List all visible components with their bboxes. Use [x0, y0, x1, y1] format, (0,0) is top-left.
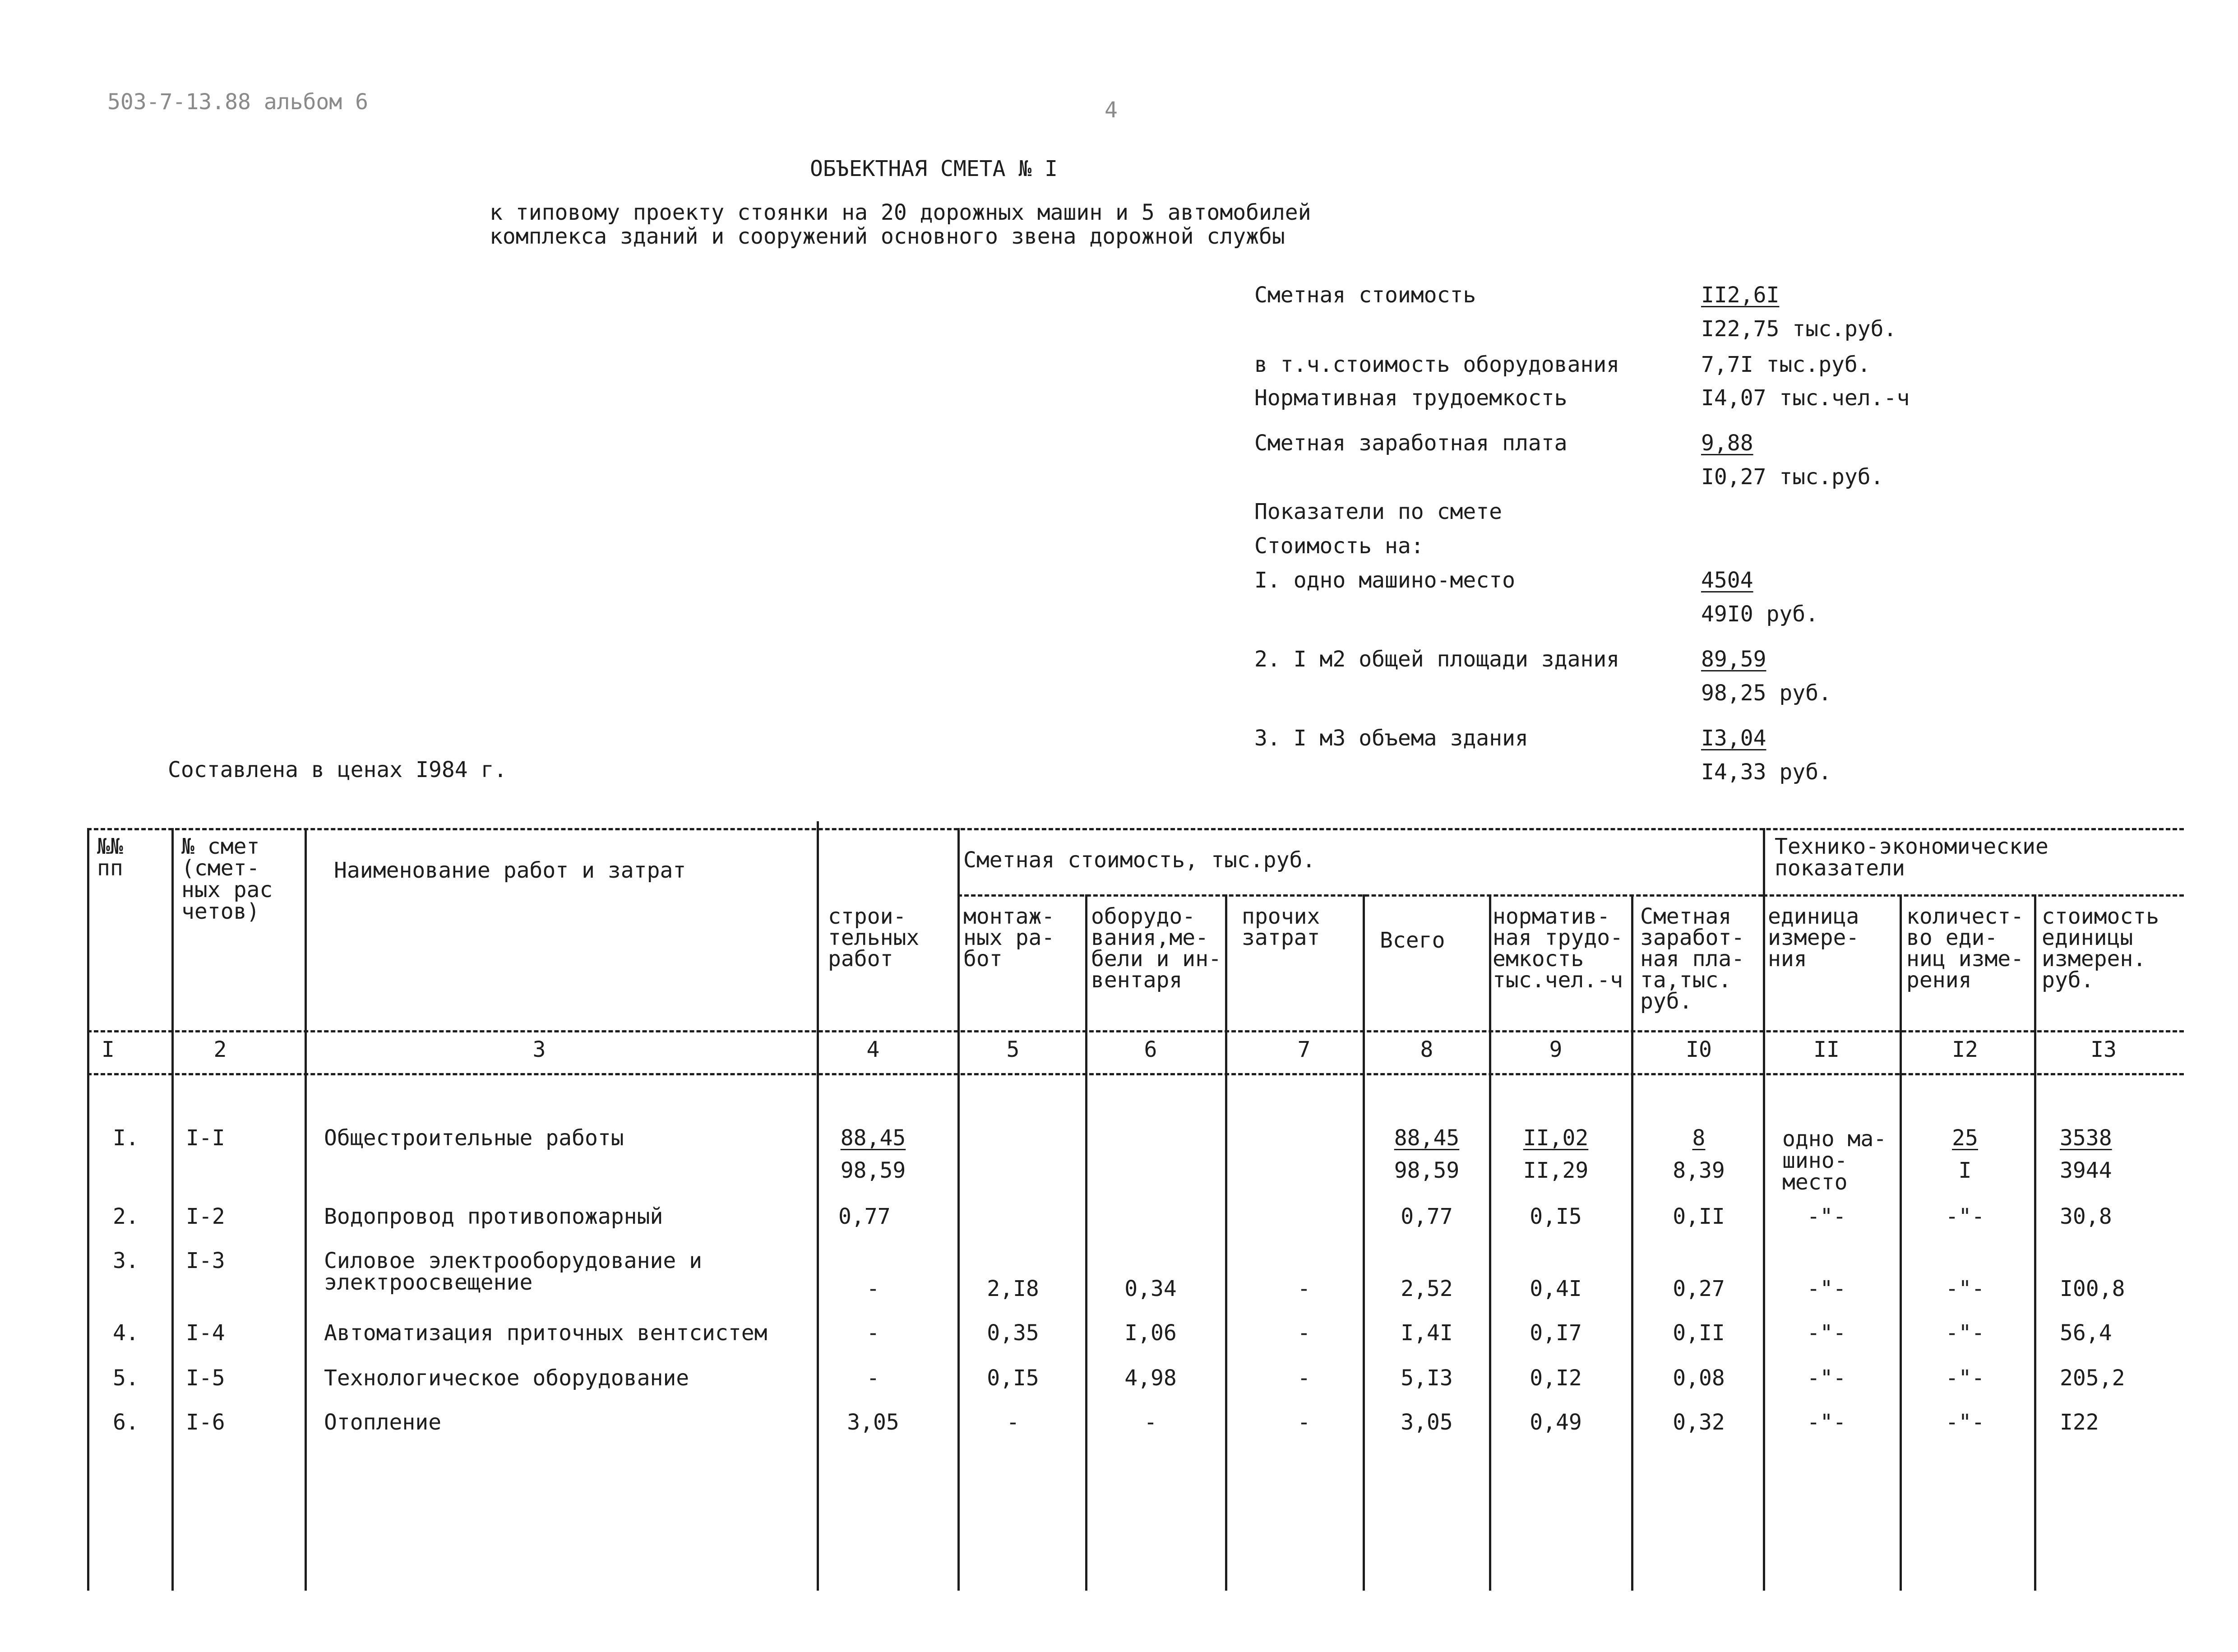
cell-unit: одно ма- шино- место — [1782, 1126, 1887, 1195]
cell-equipment: I,06 — [1124, 1320, 1177, 1346]
column-numbers-rule — [87, 1073, 2184, 1075]
cell-labor: 0,49 — [1530, 1410, 1582, 1435]
cell-equipment: 4,98 — [1124, 1365, 1177, 1391]
cell-wage-bottom: 8,39 — [1673, 1158, 1725, 1183]
document-code: 503-7-13.88 альбом 6 — [107, 89, 368, 115]
column-number: 4 — [866, 1037, 880, 1062]
column-divider — [1085, 894, 1087, 1591]
header-construction: строи- тельных работ — [828, 904, 920, 972]
estimate-title: ОБЪЕКТНАЯ СМЕТА № I — [810, 156, 1058, 181]
header-cost-group: Сметная стоимость, тыс.руб. — [963, 847, 1316, 873]
row-number: 3. — [113, 1248, 139, 1273]
equipment-value: 7,7I тыс.руб. — [1701, 352, 1871, 377]
row-number: 4. — [113, 1320, 139, 1346]
column-number: 6 — [1144, 1037, 1157, 1062]
estimate-subtitle-line-1: к типовому проекту стоянки на 20 дорожных машин и 5 автомобилей — [490, 200, 1311, 225]
cell-construction: - — [866, 1320, 880, 1346]
cell-total: 5,I3 — [1401, 1365, 1453, 1391]
work-name: Водопровод противопожарный — [324, 1204, 663, 1229]
cell-quantity: -"- — [1945, 1320, 1985, 1346]
column-number: 5 — [1006, 1037, 1020, 1062]
column-number: II — [1813, 1037, 1840, 1062]
cell-construction: 3,05 — [847, 1410, 899, 1435]
cell-unit-cost: 56,4 — [2060, 1320, 2112, 1346]
column-number: I0 — [1686, 1037, 1712, 1062]
estimate-code: I-I — [186, 1125, 225, 1151]
cell-quantity-top: 25 — [1952, 1125, 1978, 1151]
wage-bottom-value: I0,27 тыс.руб. — [1701, 464, 1884, 490]
wage-top-value: 9,88 — [1701, 430, 1753, 456]
cost-group-rule — [957, 894, 1763, 897]
per-m3-bottom-value: I4,33 руб. — [1701, 759, 1831, 785]
per-m2-label: 2. I м2 общей площади здания — [1254, 647, 1620, 672]
estimate-code: I-2 — [186, 1204, 225, 1229]
cell-labor: 0,I5 — [1530, 1204, 1582, 1229]
column-divider — [1363, 894, 1365, 1591]
work-name: Отопление — [324, 1410, 442, 1435]
cell-wage: 0,32 — [1673, 1410, 1725, 1435]
per-m3-label: 3. I м3 объема здания — [1254, 726, 1528, 751]
work-name-line-2: электроосвещение — [324, 1270, 533, 1295]
estimate-subtitle-line-2: комплекса зданий и сооружений основного звена дорожной службы — [490, 224, 1285, 249]
cell-installation: 2,I8 — [987, 1276, 1039, 1301]
cell-labor: 0,I2 — [1530, 1365, 1582, 1391]
work-name: Технологическое оборудование — [324, 1365, 689, 1391]
cell-unit: -"- — [1807, 1204, 1846, 1229]
cell-labor-bottom: II,29 — [1523, 1158, 1589, 1183]
cell-unit-cost: I00,8 — [2060, 1276, 2125, 1301]
column-number: I — [102, 1037, 115, 1062]
column-divider — [1225, 894, 1227, 1591]
header-total: Всего — [1380, 928, 1445, 953]
cell-total: I,4I — [1401, 1320, 1453, 1346]
cell-construction: 0,77 — [838, 1204, 891, 1229]
cell-unit: -"- — [1807, 1410, 1846, 1435]
estimate-code: I-6 — [186, 1410, 225, 1435]
cell-construction: - — [866, 1365, 880, 1391]
column-divider — [2034, 894, 2036, 1591]
work-name: Автоматизация приточных вентсистем — [324, 1320, 768, 1346]
cell-installation: - — [1006, 1410, 1020, 1435]
cell-wage: 0,II — [1673, 1320, 1725, 1346]
cost-top-value: II2,6I — [1701, 282, 1780, 308]
header-wage: Сметная заработ- ная пла- та,тыс. руб. — [1640, 904, 1745, 1014]
cell-total: 0,77 — [1401, 1204, 1453, 1229]
cell-unit: -"- — [1807, 1276, 1846, 1301]
header-work-name: Наименование работ и затрат — [334, 858, 686, 883]
column-divider — [305, 828, 307, 1591]
column-number: 7 — [1297, 1037, 1311, 1062]
cell-wage: 0,27 — [1673, 1276, 1725, 1301]
cell-construction: - — [866, 1276, 880, 1301]
cell-unit-cost-bottom: 3944 — [2060, 1158, 2112, 1183]
header-equipment: оборудо- вания,ме- бели и ин- вентаря — [1091, 904, 1221, 993]
table-top-rule — [87, 828, 2184, 830]
cell-construction-top: 88,45 — [840, 1125, 906, 1151]
equipment-label: в т.ч.стоимость оборудования — [1254, 352, 1620, 377]
cell-installation: 0,I5 — [987, 1365, 1039, 1391]
column-number: 9 — [1549, 1037, 1563, 1062]
cell-quantity: -"- — [1945, 1365, 1985, 1391]
row-number: 6. — [113, 1410, 139, 1435]
cell-total-top: 88,45 — [1394, 1125, 1460, 1151]
header-unit: единица измере- ния — [1768, 904, 1859, 972]
column-divider — [957, 828, 960, 1591]
column-number: 2 — [213, 1037, 227, 1062]
cell-unit-cost: 30,8 — [2060, 1204, 2112, 1229]
column-divider — [1763, 828, 1765, 1591]
cell-unit-cost-top: 3538 — [2060, 1125, 2112, 1151]
per-machine-label: I. одно машино-место — [1254, 568, 1515, 593]
cell-wage: 0,08 — [1673, 1365, 1725, 1391]
cell-labor: 0,I7 — [1530, 1320, 1582, 1346]
indicators-label: Показатели по смете — [1254, 499, 1503, 524]
cell-other: - — [1297, 1410, 1311, 1435]
cell-total: 3,05 — [1401, 1410, 1453, 1435]
per-machine-top-value: 4504 — [1701, 568, 1753, 593]
cell-unit: -"- — [1807, 1320, 1846, 1346]
per-machine-bottom-value: 49I0 руб. — [1701, 602, 1819, 627]
cost-bottom-value: I22,75 тыс.руб. — [1701, 316, 1897, 342]
estimate-code: I-5 — [186, 1365, 225, 1391]
row-number: I. — [113, 1125, 139, 1151]
page-number: 4 — [1105, 97, 1118, 123]
header-quantity: количест- во еди- ниц изме- рения — [1906, 904, 2024, 993]
cell-labor: 0,4I — [1530, 1276, 1582, 1301]
cell-total: 2,52 — [1401, 1276, 1453, 1301]
cell-unit-cost: I22 — [2060, 1410, 2099, 1435]
header-installation: монтаж- ных ра- бот — [963, 904, 1055, 972]
column-divider — [817, 821, 819, 1591]
header-bottom-rule — [87, 1030, 2184, 1032]
work-name-line-1: Силовое электрооборудование и — [324, 1248, 703, 1273]
cell-equipment: 0,34 — [1124, 1276, 1177, 1301]
prices-note: Составлена в ценах I984 г. — [168, 757, 507, 782]
column-divider — [1631, 894, 1633, 1591]
cell-construction-bottom: 98,59 — [840, 1158, 906, 1183]
cell-total-bottom: 98,59 — [1394, 1158, 1460, 1183]
column-number: I2 — [1952, 1037, 1978, 1062]
column-divider — [1900, 894, 1902, 1591]
labor-label: Нормативная трудоемкость — [1254, 385, 1568, 411]
header-unit-cost: стоимость единицы измерен. руб. — [2042, 904, 2159, 993]
row-number: 2. — [113, 1204, 139, 1229]
cell-quantity: -"- — [1945, 1410, 1985, 1435]
cell-installation: 0,35 — [987, 1320, 1039, 1346]
header-tech-group: Технико-экономические показатели — [1775, 834, 2048, 881]
header-estimate-number: № смет (смет- ных рас четов) — [181, 834, 273, 924]
cell-other: - — [1297, 1365, 1311, 1391]
work-name: Общестроительные работы — [324, 1125, 624, 1151]
cell-unit: -"- — [1807, 1365, 1846, 1391]
column-number: 8 — [1420, 1037, 1433, 1062]
estimate-code: I-4 — [186, 1320, 225, 1346]
header-labor: норматив- ная трудо- емкость тыс.чел.-ч — [1493, 904, 1623, 993]
header-row-number: №№ пп — [97, 834, 123, 881]
wage-label: Сметная заработная плата — [1254, 430, 1568, 456]
cell-equipment: - — [1144, 1410, 1157, 1435]
cost-label: Сметная стоимость — [1254, 282, 1476, 308]
per-m2-top-value: 89,59 — [1701, 647, 1766, 672]
column-divider — [171, 828, 174, 1591]
cell-other: - — [1297, 1320, 1311, 1346]
header-other: прочих затрат — [1242, 904, 1320, 951]
column-divider — [1489, 894, 1491, 1591]
cell-labor-top: II,02 — [1523, 1125, 1589, 1151]
per-m2-bottom-value: 98,25 руб. — [1701, 680, 1831, 706]
row-number: 5. — [113, 1365, 139, 1391]
cell-quantity-bottom: I — [1958, 1158, 1972, 1183]
tech-group-rule — [1763, 894, 2184, 897]
cell-other: - — [1297, 1276, 1311, 1301]
cell-wage-top: 8 — [1692, 1125, 1706, 1151]
cell-unit-cost: 205,2 — [2060, 1365, 2125, 1391]
column-number: 3 — [532, 1037, 546, 1062]
cell-quantity: -"- — [1945, 1204, 1985, 1229]
labor-value: I4,07 тыс.чел.-ч — [1701, 385, 1910, 411]
cell-quantity: -"- — [1945, 1276, 1985, 1301]
per-m3-top-value: I3,04 — [1701, 726, 1766, 751]
column-number: I3 — [2090, 1037, 2117, 1062]
table-left-border — [87, 828, 89, 1591]
cost-per-label: Стоимость на: — [1254, 533, 1424, 559]
estimate-code: I-3 — [186, 1248, 225, 1273]
cell-wage: 0,II — [1673, 1204, 1725, 1229]
